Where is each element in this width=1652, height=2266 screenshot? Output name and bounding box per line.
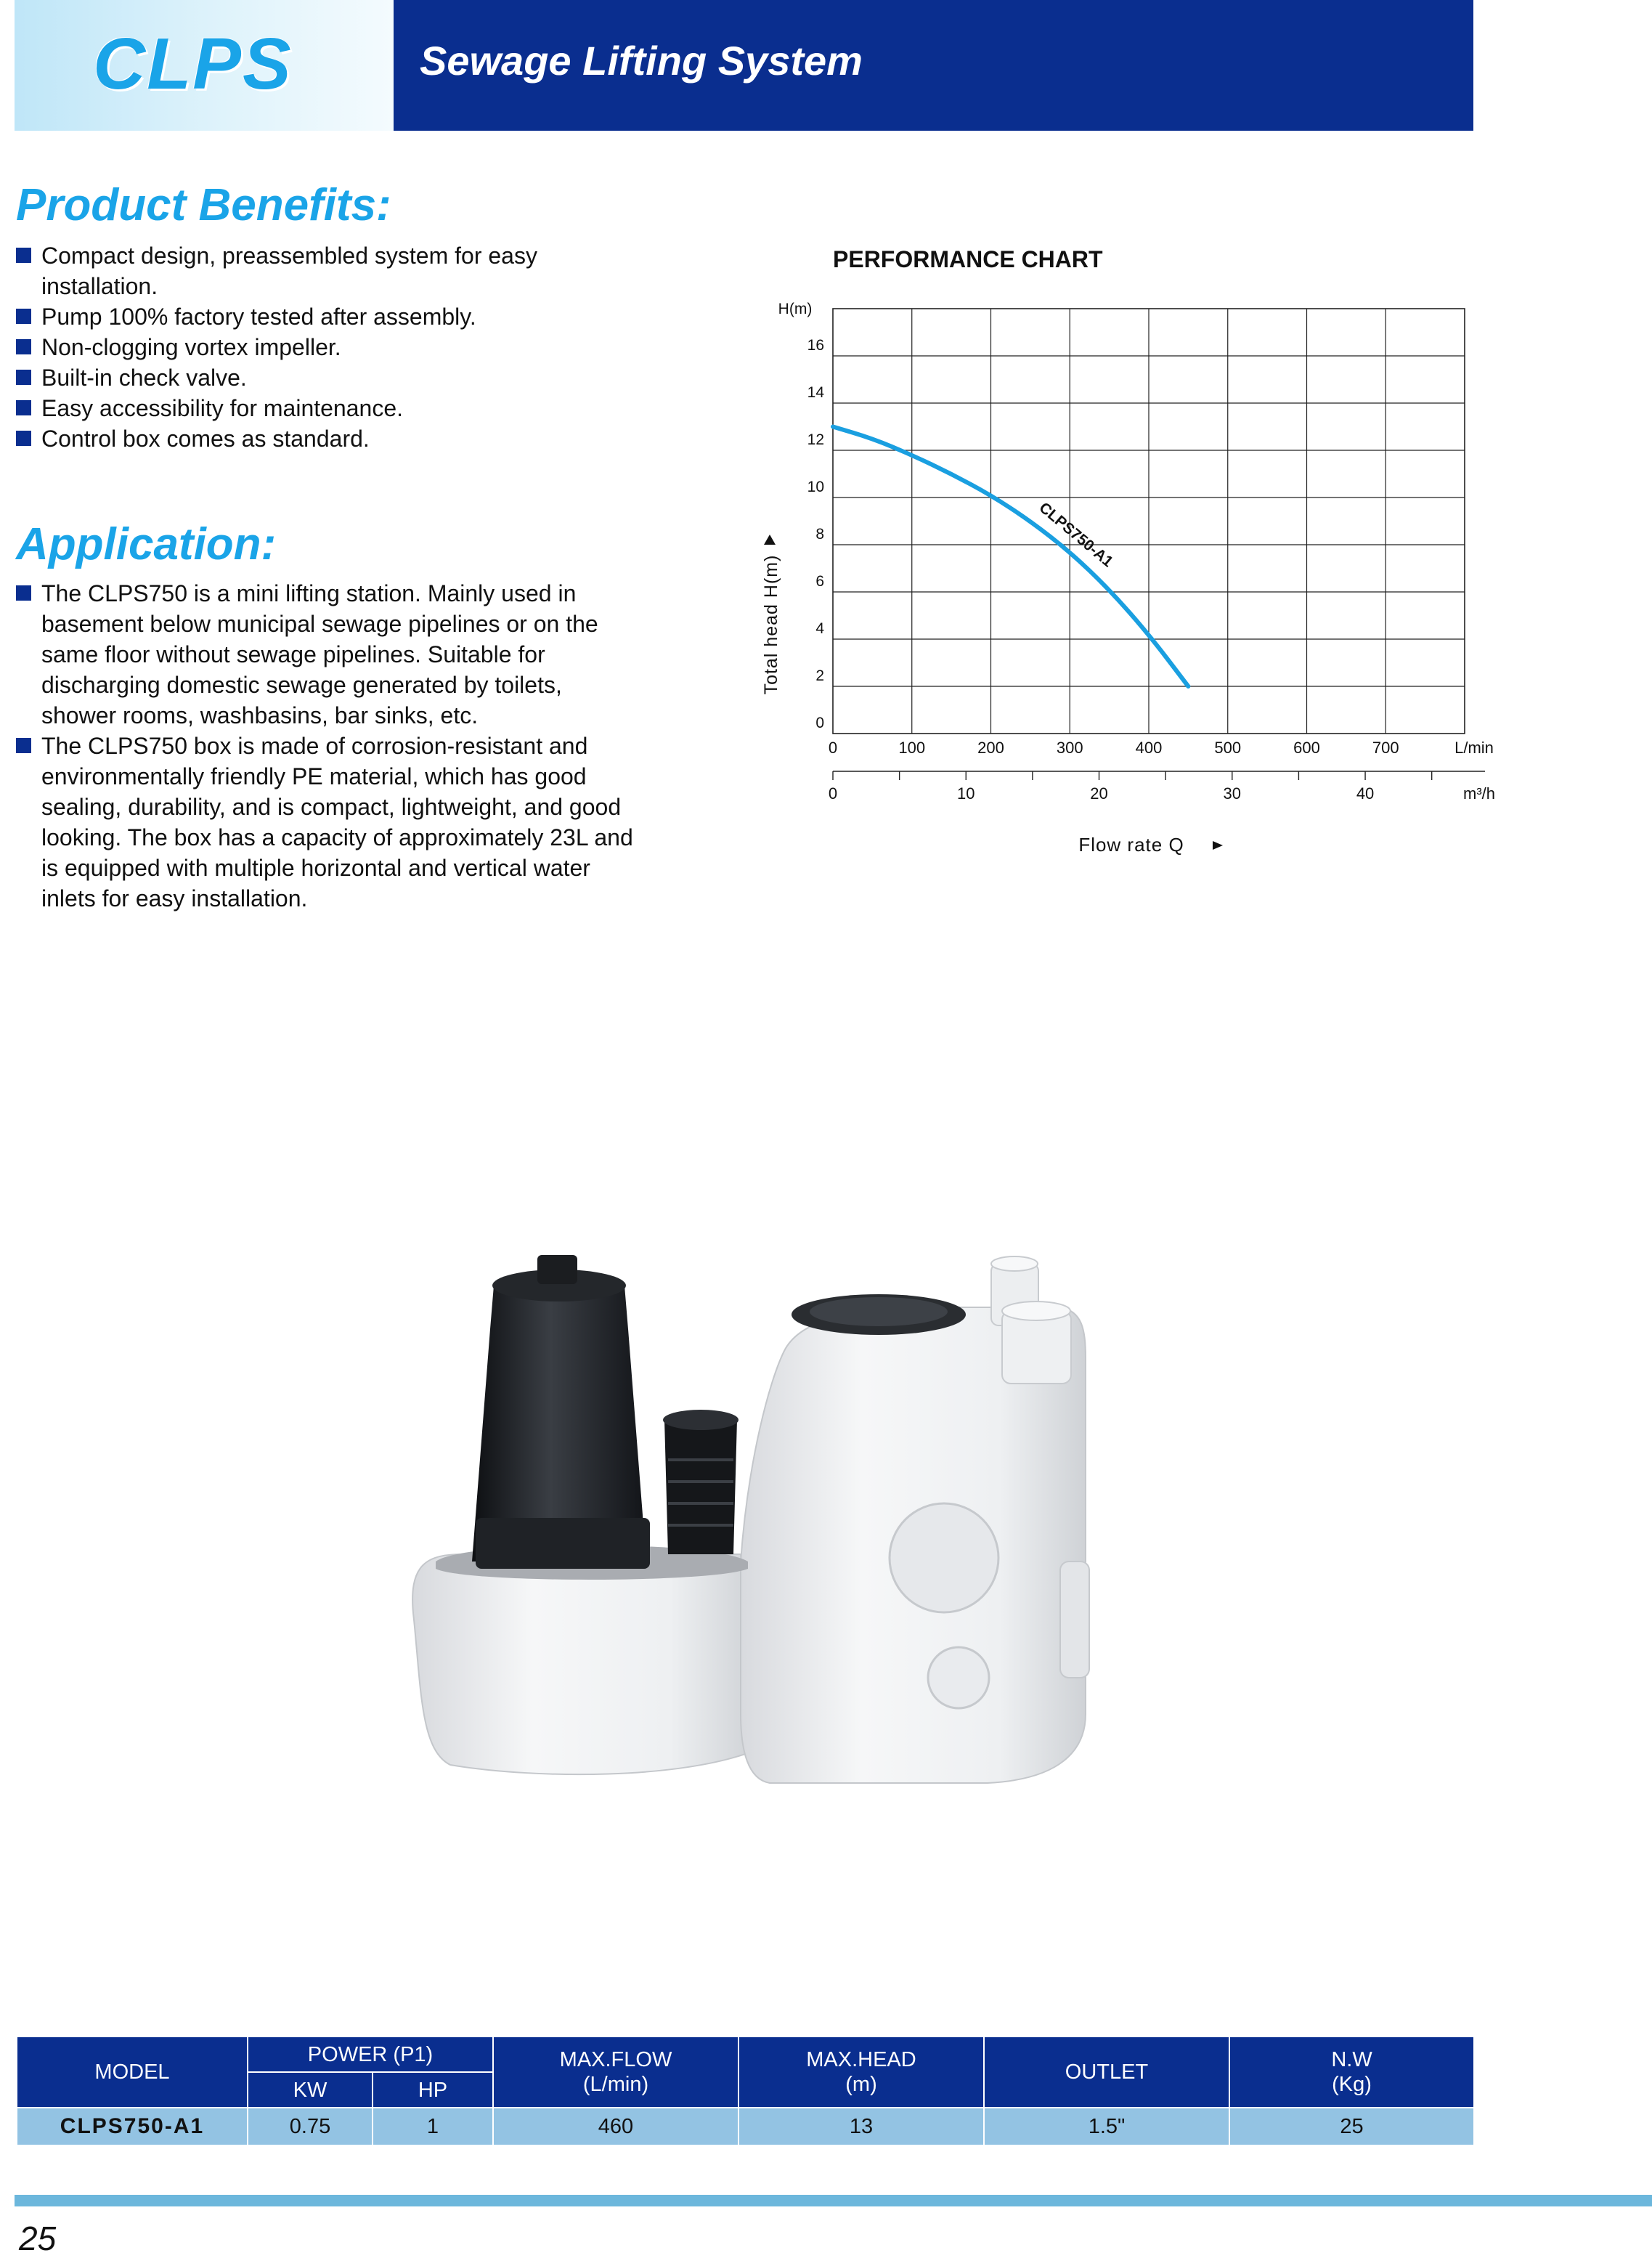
chart-grid xyxy=(833,309,1465,734)
table-row xyxy=(17,2108,1474,2145)
x-axis-arrow-icon xyxy=(1213,841,1223,850)
application-item xyxy=(16,578,640,731)
benefit-text: Compact design, preassembled system for easy installation. xyxy=(41,243,537,299)
y-tick-label: 4 xyxy=(815,620,824,637)
benefit-item xyxy=(16,362,640,393)
benefit-text: Built-in check valve. xyxy=(41,365,247,391)
benefit-text: Pump 100% factory tested after assembly. xyxy=(41,304,476,330)
lid-inner xyxy=(810,1297,948,1326)
bullet-square-icon xyxy=(16,248,31,263)
series-line-clps750-a1 xyxy=(833,427,1188,687)
x-tick-label: 400 xyxy=(1135,739,1163,757)
benefit-text: Non-clogging vortex impeller. xyxy=(41,334,341,360)
benefit-text: Easy accessibility for maintenance. xyxy=(41,395,403,421)
y-tick-label: 2 xyxy=(815,667,824,684)
product-photo xyxy=(407,1242,1096,1794)
application-list xyxy=(16,578,640,914)
application-text: The CLPS750 box is made of corrosion-resistant and environmentally friendly PE material, which has good sealing, durability, and is compact, lightweight, and good looking. The box has a capacity of approximately 23L and is equipped with multiple horizontal and vertical water inlets for easy installation. xyxy=(41,733,633,911)
footer-rule xyxy=(15,2195,1652,2206)
application-item xyxy=(16,731,640,914)
header-hp: HP xyxy=(373,2072,493,2108)
inlet-pipe-top-rim xyxy=(991,1256,1038,1271)
x-tick-label: 700 xyxy=(1372,739,1399,757)
bullet-square-icon xyxy=(16,339,31,354)
x2-tick-label: 0 xyxy=(828,784,838,803)
bullet-square-icon xyxy=(16,585,31,601)
application-text: The CLPS750 is a mini lifting station. Mainly used in basement below municipal sewage pipelines or on the same floor without sewage pipelines. Suitable for discharging domestic sewage generated by toilets, shower rooms, washbasins, bar sinks, etc. xyxy=(41,580,598,728)
x2-tick-label: 10 xyxy=(957,784,975,803)
x-tick-label: 300 xyxy=(1056,739,1083,757)
benefit-item xyxy=(16,393,640,423)
y-tick-label: 16 xyxy=(807,337,824,354)
benefit-text: Control box comes as standard. xyxy=(41,426,370,452)
y-tick-label: 10 xyxy=(807,479,824,495)
y-axis-title-group xyxy=(761,535,781,694)
benefits-heading: Product Benefits: xyxy=(16,180,391,230)
header-max-flow xyxy=(493,2036,738,2108)
y-axis-arrow-icon xyxy=(764,535,776,545)
check-valve xyxy=(664,1420,737,1554)
y-axis-title: Total head H(m) xyxy=(761,554,781,695)
max-head-unit: (m) xyxy=(845,2073,877,2096)
x2-tick-label: 30 xyxy=(1223,784,1242,803)
y-tick-label: 0 xyxy=(815,715,824,731)
check-valve-top xyxy=(663,1410,738,1430)
x-axis-ticks xyxy=(829,739,1399,757)
nw-label: N.W xyxy=(1331,2048,1372,2071)
max-flow-unit: (L/min) xyxy=(582,2073,649,2096)
outlet-pipe-rim xyxy=(1002,1301,1070,1320)
performance-chart xyxy=(748,240,1510,872)
y-tick-label: 14 xyxy=(807,384,824,401)
series-label-clps750-a1: CLPS750-A1 xyxy=(1035,499,1116,571)
x-tick-label: 500 xyxy=(1214,739,1242,757)
y-axis-ticks xyxy=(807,337,825,731)
benefit-item xyxy=(16,332,640,362)
y-tick-label: 6 xyxy=(815,573,824,590)
cell-max-flow: 460 xyxy=(493,2108,738,2145)
x2-tick-label: 20 xyxy=(1090,784,1108,803)
header-nw xyxy=(1229,2036,1474,2108)
x-tick-label: 100 xyxy=(898,739,926,757)
x-tick-label: 0 xyxy=(828,739,838,757)
x-axis-title: Flow rate Q xyxy=(1078,834,1184,856)
application-heading: Application: xyxy=(16,519,277,569)
secondary-x-axis xyxy=(829,771,1485,803)
x-tick-label: 600 xyxy=(1293,739,1320,757)
max-flow-label: MAX.FLOW xyxy=(559,2048,672,2071)
cable-gland xyxy=(537,1255,577,1284)
y-tick-label: 12 xyxy=(807,431,824,448)
page-number: 25 xyxy=(19,2220,57,2257)
max-head-label: MAX.HEAD xyxy=(806,2048,916,2071)
page-title: Sewage Lifting System xyxy=(420,38,863,84)
side-inlet-large xyxy=(890,1503,998,1612)
header-max-head xyxy=(738,2036,984,2108)
nw-unit: (Kg) xyxy=(1332,2073,1372,2096)
bullet-square-icon xyxy=(16,309,31,324)
benefit-item xyxy=(16,240,640,301)
header-kw: KW xyxy=(248,2072,373,2108)
header-model: MODEL xyxy=(17,2036,248,2108)
spec-table xyxy=(16,2036,1475,2146)
bullet-square-icon xyxy=(16,738,31,753)
y-tick-label: 8 xyxy=(815,526,824,543)
y-axis-unit: H(m) xyxy=(778,301,813,317)
cell-model: CLPS750-A1 xyxy=(17,2108,248,2145)
x-tick-label: 200 xyxy=(977,739,1004,757)
benefits-list xyxy=(16,240,640,454)
cell-kw: 0.75 xyxy=(248,2108,373,2145)
brand-logo: CLPS xyxy=(93,23,293,105)
side-inlet-right xyxy=(1060,1562,1089,1678)
bullet-square-icon xyxy=(16,400,31,415)
motor-base-flange xyxy=(476,1518,650,1569)
cell-nw: 25 xyxy=(1229,2108,1474,2145)
outlet-pipe xyxy=(1002,1311,1071,1384)
side-inlet-small xyxy=(928,1647,989,1708)
bullet-square-icon xyxy=(16,431,31,446)
x-axis-unit: L/min xyxy=(1454,739,1494,757)
cell-hp: 1 xyxy=(373,2108,493,2145)
x2-axis-unit: m³/h xyxy=(1463,784,1495,803)
chart-title: PERFORMANCE CHART xyxy=(833,246,1103,272)
benefit-item xyxy=(16,423,640,454)
cell-max-head: 13 xyxy=(738,2108,984,2145)
header-power: POWER (P1) xyxy=(248,2036,493,2072)
bullet-square-icon xyxy=(16,370,31,385)
header-outlet: OUTLET xyxy=(984,2036,1229,2108)
x2-tick-label: 40 xyxy=(1356,784,1375,803)
cell-outlet: 1.5" xyxy=(984,2108,1229,2145)
benefit-item xyxy=(16,301,640,332)
tank-base xyxy=(412,1554,755,1774)
